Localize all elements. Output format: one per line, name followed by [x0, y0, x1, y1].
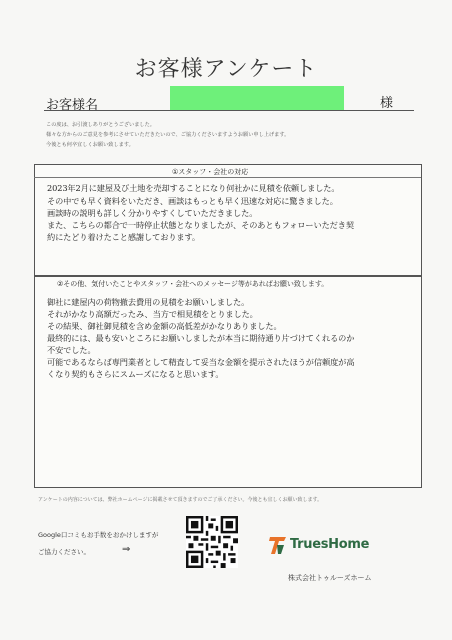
arrow-right-icon: ⇒ [122, 544, 131, 555]
section1-line: 画談時の説明も詳しく分かりやすくしていただきました。 [47, 208, 258, 218]
section2-line: くなり契約もさらにスムーズになると思います。 [47, 369, 224, 379]
section2-line: 最終的には、最も安いところにお願いしましたが本当に期待通り片づけてくれるのか [47, 333, 355, 343]
section2-line: 御社に建屋内の荷物撤去費用の見積をお願いしました。 [47, 297, 250, 307]
section1-line: その中でも早く資料をいただき、画談はもっとも早く迅速な対応に驚きました。 [47, 196, 338, 206]
intro-line: この度は、お引渡しありがとうございました。 [46, 122, 155, 128]
customer-name-underline [44, 110, 414, 111]
customer-name-label: お客様名 [46, 98, 99, 113]
page-title: お客様アンケート [134, 57, 318, 82]
section1-heading: ①スタッフ・会社の対応 [172, 168, 249, 176]
intro-line: 様々な方からのご意見を参考にさせていただきたいので、ご協力くださいますようお願い申し上げます。 [46, 132, 290, 138]
section2-line: 可能であるならば専門業者として精査して妥当な金額を提示されたほうが信頼度が高 [47, 357, 355, 367]
google-review-line2: ご協力ください。 [38, 548, 90, 556]
section2-heading: ②その他、気付いたことやスタッフ・会社へのメッセージ等があればお願い致します。 [57, 280, 329, 288]
section1-line: また、こちらの都合で一時停止状態となりましたが、そのあともフォローいただき契 [47, 220, 354, 230]
customer-name-redaction [170, 86, 344, 110]
trueshome-logo-icon [268, 534, 288, 556]
section2-line: 不安でした。 [47, 345, 96, 355]
section1-line: 2023年2月に建屋及び土地を売却することになり何社かに見積を依頼しました。 [47, 183, 340, 193]
qr-code-icon[interactable] [186, 516, 238, 568]
customer-suffix: 様 [380, 96, 394, 111]
section1-line: 約にたどり着けたこと感謝しております。 [47, 232, 201, 242]
section2-line: その結果、御社御見積を含め金額の高低差がかなりありました。 [47, 321, 282, 331]
section1-divider [34, 177, 421, 178]
section2-line: それがかなり高額だったみ、当方で相見積をとりました。 [47, 309, 258, 319]
trueshome-logo-text: TruesHome [290, 537, 370, 552]
intro-line: 今後とも何卒宜しくお願い致します。 [46, 142, 134, 148]
google-review-line1: Google口コミもお手数をおかけしますが [38, 531, 159, 539]
footer-note: アンケートの内容については、弊社ホームページに掲載させて頂きますのでご了承ください。今後とも宜しくお願い致します。 [38, 497, 323, 503]
company-name: 株式会社トゥルーズホーム [288, 574, 372, 582]
